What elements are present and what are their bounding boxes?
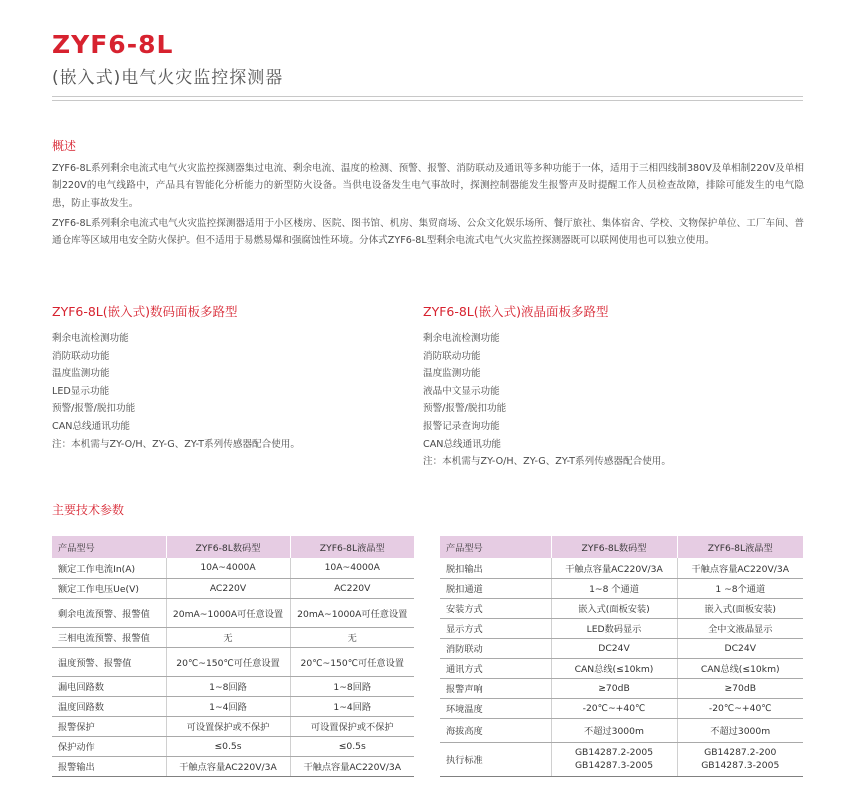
cell: 干触点容量AC220V/3A (166, 756, 290, 776)
row-label: 三相电流预警、报警值 (52, 627, 166, 647)
spec-table-left (52, 536, 414, 777)
cell: ≤0.5s (290, 736, 414, 756)
table-row (440, 598, 803, 618)
header-cell: 产品型号 (52, 536, 166, 558)
cell: 1~8 个通道 (551, 578, 677, 598)
overview-paragraph-1: ZYF6-8L系列剩余电流式电气火灾监控探测器集过电流、剩余电流、温度的检测、预警、报警、消防联动及通讯等多种功能于一体，适用于三相四线制380V及单相制220V及单相制220V的电气线路中，产品具有智能化分析能力的新型防火设备。当供电设备发生电气事故时，探测控制器能发生报警声及时提醒工作人员检查故障，排除可能发生的电气隐患，防止事故发生。 (52, 163, 804, 209)
list-item: CAN总线通讯功能 (52, 420, 131, 432)
cell: 1~4回路 (290, 696, 414, 716)
header-cell: ZYF6-8L数码型 (551, 536, 677, 558)
cell: -20℃~+40℃ (551, 698, 677, 718)
cell: AC220V (290, 578, 414, 598)
feature-list-digital (52, 330, 352, 453)
table-row (440, 718, 803, 742)
header-cell: 产品型号 (440, 536, 551, 558)
cell: 1 ~8个通道 (677, 578, 803, 598)
cell: ≤0.5s (166, 736, 290, 756)
cell: 不超过3000m (551, 718, 677, 742)
cell: 干触点容量AC220V/3A (677, 558, 803, 578)
cell: -20℃~+40℃ (677, 698, 803, 718)
cell: LED数码显示 (551, 618, 677, 638)
row-label: 报警输出 (52, 756, 166, 776)
table-row (440, 698, 803, 718)
table-row (52, 627, 414, 647)
row-label: 环境温度 (440, 698, 551, 718)
cell: 1~4回路 (166, 696, 290, 716)
table-row (52, 696, 414, 716)
list-item: CAN总线通讯功能 (423, 438, 502, 450)
table-row (52, 598, 414, 627)
row-label: 执行标准 (440, 742, 551, 776)
standard-line: GB14287.3-2005 (574, 760, 654, 771)
table-row (440, 742, 803, 776)
list-item: 温度监测功能 (423, 368, 481, 380)
row-label: 脱扣通道 (440, 578, 551, 598)
list-item: 消防联动功能 (423, 350, 481, 362)
cell (677, 742, 803, 776)
product-subtitle: (嵌入式)电气火灾监控探测器 (52, 68, 284, 88)
feature-heading-digital: ZYF6-8L(嵌入式)数码面板多路型 (52, 304, 238, 319)
standard-line: GB14287.3-2005 (701, 760, 780, 771)
title-divider-top (52, 96, 803, 97)
overview-paragraph-2: ZYF6-8L系列剩余电流式电气火灾监控探测器适用于小区楼房、医院、图书馆、机房、集贸商场、公众文化娱乐场所、餐厅旅社、集体宿舍、学校、文物保护单位、工厂车间、普通仓库等区域用电安全防火保护。但不适用于易燃易爆和强腐蚀性环境。分体式ZYF6-8L型剩余电流式电气火灾监控探测器既可以联网使用也可以独立使用。 (52, 218, 804, 247)
header-cell: ZYF6-8L液晶型 (677, 536, 803, 558)
cell (551, 742, 677, 776)
cell: 嵌入式(面板安装) (551, 598, 677, 618)
list-item: 液晶中文显示功能 (423, 385, 500, 397)
cell: 无 (166, 627, 290, 647)
overview-heading: 概述 (52, 139, 77, 153)
table-row (52, 558, 414, 578)
cell: 10A~4000A (290, 558, 414, 578)
table-header-row (52, 536, 414, 558)
table-row (440, 658, 803, 678)
row-label: 剩余电流预警、报警值 (52, 598, 166, 627)
table-row (52, 647, 414, 676)
cell: 1~8回路 (290, 676, 414, 696)
feature-note-digital: 注：本机需与ZY-O/H、ZY-G、ZY-T系列传感器配合使用。 (52, 438, 300, 450)
list-item: 预警/报警/脱扣功能 (423, 403, 507, 415)
feature-heading-lcd: ZYF6-8L(嵌入式)液晶面板多路型 (423, 304, 609, 319)
feature-note-lcd: 注：本机需与ZY-O/H、ZY-G、ZY-T系列传感器配合使用。 (423, 456, 671, 468)
product-title: ZYF6-8L (52, 30, 174, 59)
list-item: LED显示功能 (52, 385, 110, 397)
cell: ≥70dB (551, 678, 677, 698)
cell: 无 (290, 627, 414, 647)
table-row (52, 756, 414, 776)
cell: 20mA~1000A可任意设置 (166, 598, 290, 627)
row-label: 保护动作 (52, 736, 166, 756)
cell: 1~8回路 (166, 676, 290, 696)
row-label: 额定工作电流In(A) (52, 558, 166, 578)
row-label: 报警保护 (52, 716, 166, 736)
table-row (52, 716, 414, 736)
row-label: 安装方式 (440, 598, 551, 618)
header-cell: ZYF6-8L液晶型 (290, 536, 414, 558)
table-header-row (440, 536, 803, 558)
list-item: 消防联动功能 (52, 350, 110, 362)
table-row (440, 578, 803, 598)
cell: 10A~4000A (166, 558, 290, 578)
table-row (52, 578, 414, 598)
list-item: 剩余电流检测功能 (423, 333, 500, 344)
specs-heading: 主要技术参数 (52, 503, 125, 517)
cell: 干触点容量AC220V/3A (551, 558, 677, 578)
cell: ≥70dB (677, 678, 803, 698)
row-label: 显示方式 (440, 618, 551, 638)
list-item: 剩余电流检测功能 (52, 333, 129, 344)
row-label: 脱扣输出 (440, 558, 551, 578)
spec-table-right (440, 536, 803, 777)
cell: 20mA~1000A可任意设置 (290, 598, 414, 627)
table-row (52, 736, 414, 756)
row-label: 海拔高度 (440, 718, 551, 742)
list-item: 预警/报警/脱扣功能 (52, 403, 136, 415)
cell: 20℃~150℃可任意设置 (290, 647, 414, 676)
cell: CAN总线(≤10km) (677, 658, 803, 678)
feature-list-lcd (423, 330, 803, 471)
cell: CAN总线(≤10km) (551, 658, 677, 678)
table-row (440, 678, 803, 698)
table-row (52, 676, 414, 696)
cell: 全中文液晶显示 (677, 618, 803, 638)
row-label: 额定工作电压Ue(V) (52, 578, 166, 598)
table-row (440, 618, 803, 638)
header-cell: ZYF6-8L数码型 (166, 536, 290, 558)
row-label: 温度预警、报警值 (52, 647, 166, 676)
cell: AC220V (166, 578, 290, 598)
cell: 20℃~150℃可任意设置 (166, 647, 290, 676)
row-label: 消防联动 (440, 638, 551, 658)
list-item: 温度监测功能 (52, 368, 110, 380)
cell: 可设置保护或不保护 (290, 716, 414, 736)
cell: DC24V (551, 638, 677, 658)
row-label: 报警声响 (440, 678, 551, 698)
cell: 干触点容量AC220V/3A (290, 756, 414, 776)
row-label: 漏电回路数 (52, 676, 166, 696)
standard-line: GB14287.2-2005 (574, 747, 654, 758)
list-item: 报警记录查询功能 (423, 420, 500, 432)
cell: 嵌入式(面板安装) (677, 598, 803, 618)
title-divider-bottom (52, 100, 803, 101)
cell: 不超过3000m (677, 718, 803, 742)
row-label: 通讯方式 (440, 658, 551, 678)
cell: DC24V (677, 638, 803, 658)
table-row (440, 638, 803, 658)
cell: 可设置保护或不保护 (166, 716, 290, 736)
table-row (440, 558, 803, 578)
standard-line: GB14287.2-200 (704, 747, 777, 758)
row-label: 温度回路数 (52, 696, 166, 716)
